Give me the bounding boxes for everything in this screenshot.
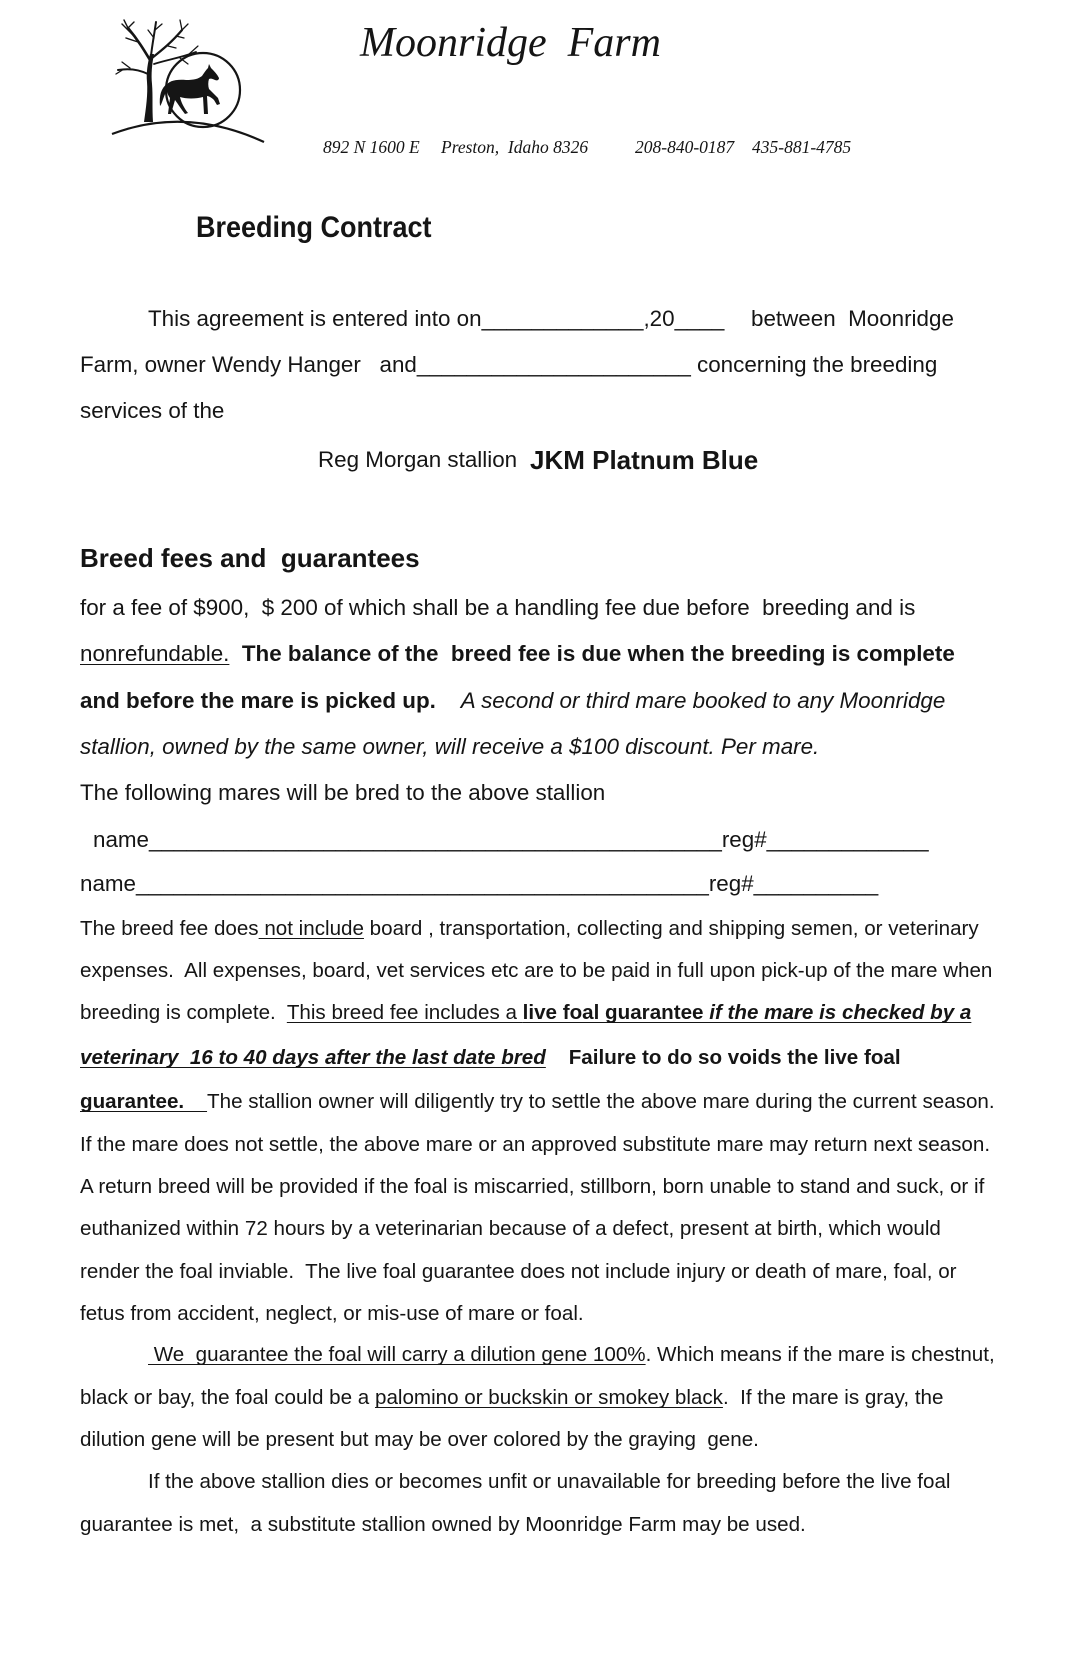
guarantee-intro-text: This breed fee includes a xyxy=(286,1001,523,1024)
mare-reg-label: reg# xyxy=(708,871,754,896)
mare-entry-line xyxy=(80,871,878,898)
farm-city: Preston, Idaho 8326 xyxy=(441,137,589,157)
agreement-services-line: services of the xyxy=(80,398,225,423)
dilution-text: . Which means if the mare is chestnut, xyxy=(645,1343,995,1366)
failure-voids-text: Failure to do so voids the live foal xyxy=(545,1046,901,1069)
mare-reg-blank: __________ xyxy=(753,871,879,896)
vet-check-window-text: veterinary 16 to 40 days after the last date bred xyxy=(80,1046,546,1069)
dilution-guarantee-text: We guarantee the foal will carry a dilution gene 100% xyxy=(148,1343,646,1366)
discount-text: A second or third mare booked to any Moonridge xyxy=(460,688,946,713)
terms-line: A return breed will be provided if the foal is miscarried, stillborn, born unable to stand and suck, or if xyxy=(80,1175,985,1198)
terms-text: The stallion owner will diligently try to settle the above mare during the current season. xyxy=(207,1090,995,1113)
mare-entry-line xyxy=(93,827,929,854)
terms-line: fetus from accident, neglect, or mis-use of mare or foal. xyxy=(80,1302,584,1325)
mare-name-label: name xyxy=(93,827,150,852)
terms-line xyxy=(80,1001,971,1026)
terms-text: board , transportation, collecting and shipping semen, or veterinary xyxy=(363,917,979,940)
farm-address: 892 N 1600 E xyxy=(323,137,420,157)
dilution-text: black or bay, the foal could be a xyxy=(80,1386,375,1409)
mare-name-blank: ______________________________________________ xyxy=(149,827,722,852)
farm-name: Moonridge Farm xyxy=(360,20,661,66)
live-foal-guarantee-text: live foal guarantee xyxy=(522,1001,704,1024)
agreement-date-line-end: between Moonridge xyxy=(751,306,954,331)
fee-pickup-line xyxy=(80,688,945,715)
substitution-line: guarantee is met, a substitute stallion owned by Moonridge Farm may be used. xyxy=(80,1513,806,1536)
terms-text: The breed fee does xyxy=(80,917,259,940)
terms-line xyxy=(80,1046,901,1071)
farm-logo xyxy=(108,16,268,146)
fee-line: for a fee of $900, $ 200 of which shall be a handling fee due before breeding and is xyxy=(80,595,916,620)
agreement-parties-line: Farm, owner Wendy Hanger and______________________ concerning the breeding xyxy=(80,352,938,377)
terms-line: If the mare does not settle, the above mare or an approved substitute mare may return next season. xyxy=(80,1133,991,1156)
vet-check-text: if the mare is checked by a xyxy=(703,1001,972,1024)
mares-intro-line: The following mares will be bred to the above stallion xyxy=(80,780,606,805)
document-title: Breeding Contract xyxy=(196,211,432,244)
terms-line xyxy=(80,1090,995,1115)
dilution-line xyxy=(148,1343,995,1368)
nonrefundable-text: nonrefundable. xyxy=(80,641,230,666)
dilution-line xyxy=(80,1386,943,1411)
mare-name-label: name xyxy=(80,871,137,896)
spacer-text xyxy=(436,688,461,713)
terms-line: render the foal inviable. The live foal guarantee does not include injury or death of mare, foal, or xyxy=(80,1260,957,1283)
mare-reg-blank: _____________ xyxy=(766,827,929,852)
spacer-text xyxy=(229,641,241,666)
farm-phone-2: 435-881-4785 xyxy=(752,137,852,157)
mare-reg-label: reg# xyxy=(721,827,767,852)
farm-phone-1: 208-840-0187 xyxy=(635,137,735,157)
color-outcomes-text: palomino or buckskin or smokey black xyxy=(374,1386,723,1409)
dilution-text: . If the mare is gray, the xyxy=(722,1386,944,1409)
stallion-label: Reg Morgan stallion xyxy=(318,447,518,472)
terms-line: euthanized within 72 hours by a veterinarian because of a defect, present at birth, which would xyxy=(80,1217,941,1240)
stallion-name: JKM Platnum Blue xyxy=(530,445,759,475)
fee-balance-line xyxy=(80,641,955,668)
pickup-text: and before the mare is picked up. xyxy=(80,688,436,713)
section-heading-fees: Breed fees and guarantees xyxy=(80,543,420,573)
substitution-line: If the above stallion dies or becomes unfit or unavailable for breeding before the live foal xyxy=(148,1470,951,1493)
guarantee-end-text: guarantee. xyxy=(80,1090,208,1113)
not-include-text: not include xyxy=(258,917,364,940)
terms-line xyxy=(80,917,979,942)
mare-name-blank: ______________________________________________ xyxy=(136,871,709,896)
tree-icon xyxy=(116,20,198,122)
agreement-date-line: This agreement is entered into on_____________,20____ xyxy=(148,306,725,331)
discount-line: stallion, owned by the same owner, will receive a $100 discount. Per mare. xyxy=(80,734,820,759)
terms-text: breeding is complete. xyxy=(80,1001,287,1024)
dilution-line: dilution gene will be present but may be over colored by the graying gene. xyxy=(80,1428,759,1451)
balance-due-text: The balance of the breed fee is due when the breeding is complete xyxy=(241,641,955,666)
terms-line: expenses. All expenses, board, vet services etc are to be paid in full upon pick-up of the mare when xyxy=(80,959,993,982)
